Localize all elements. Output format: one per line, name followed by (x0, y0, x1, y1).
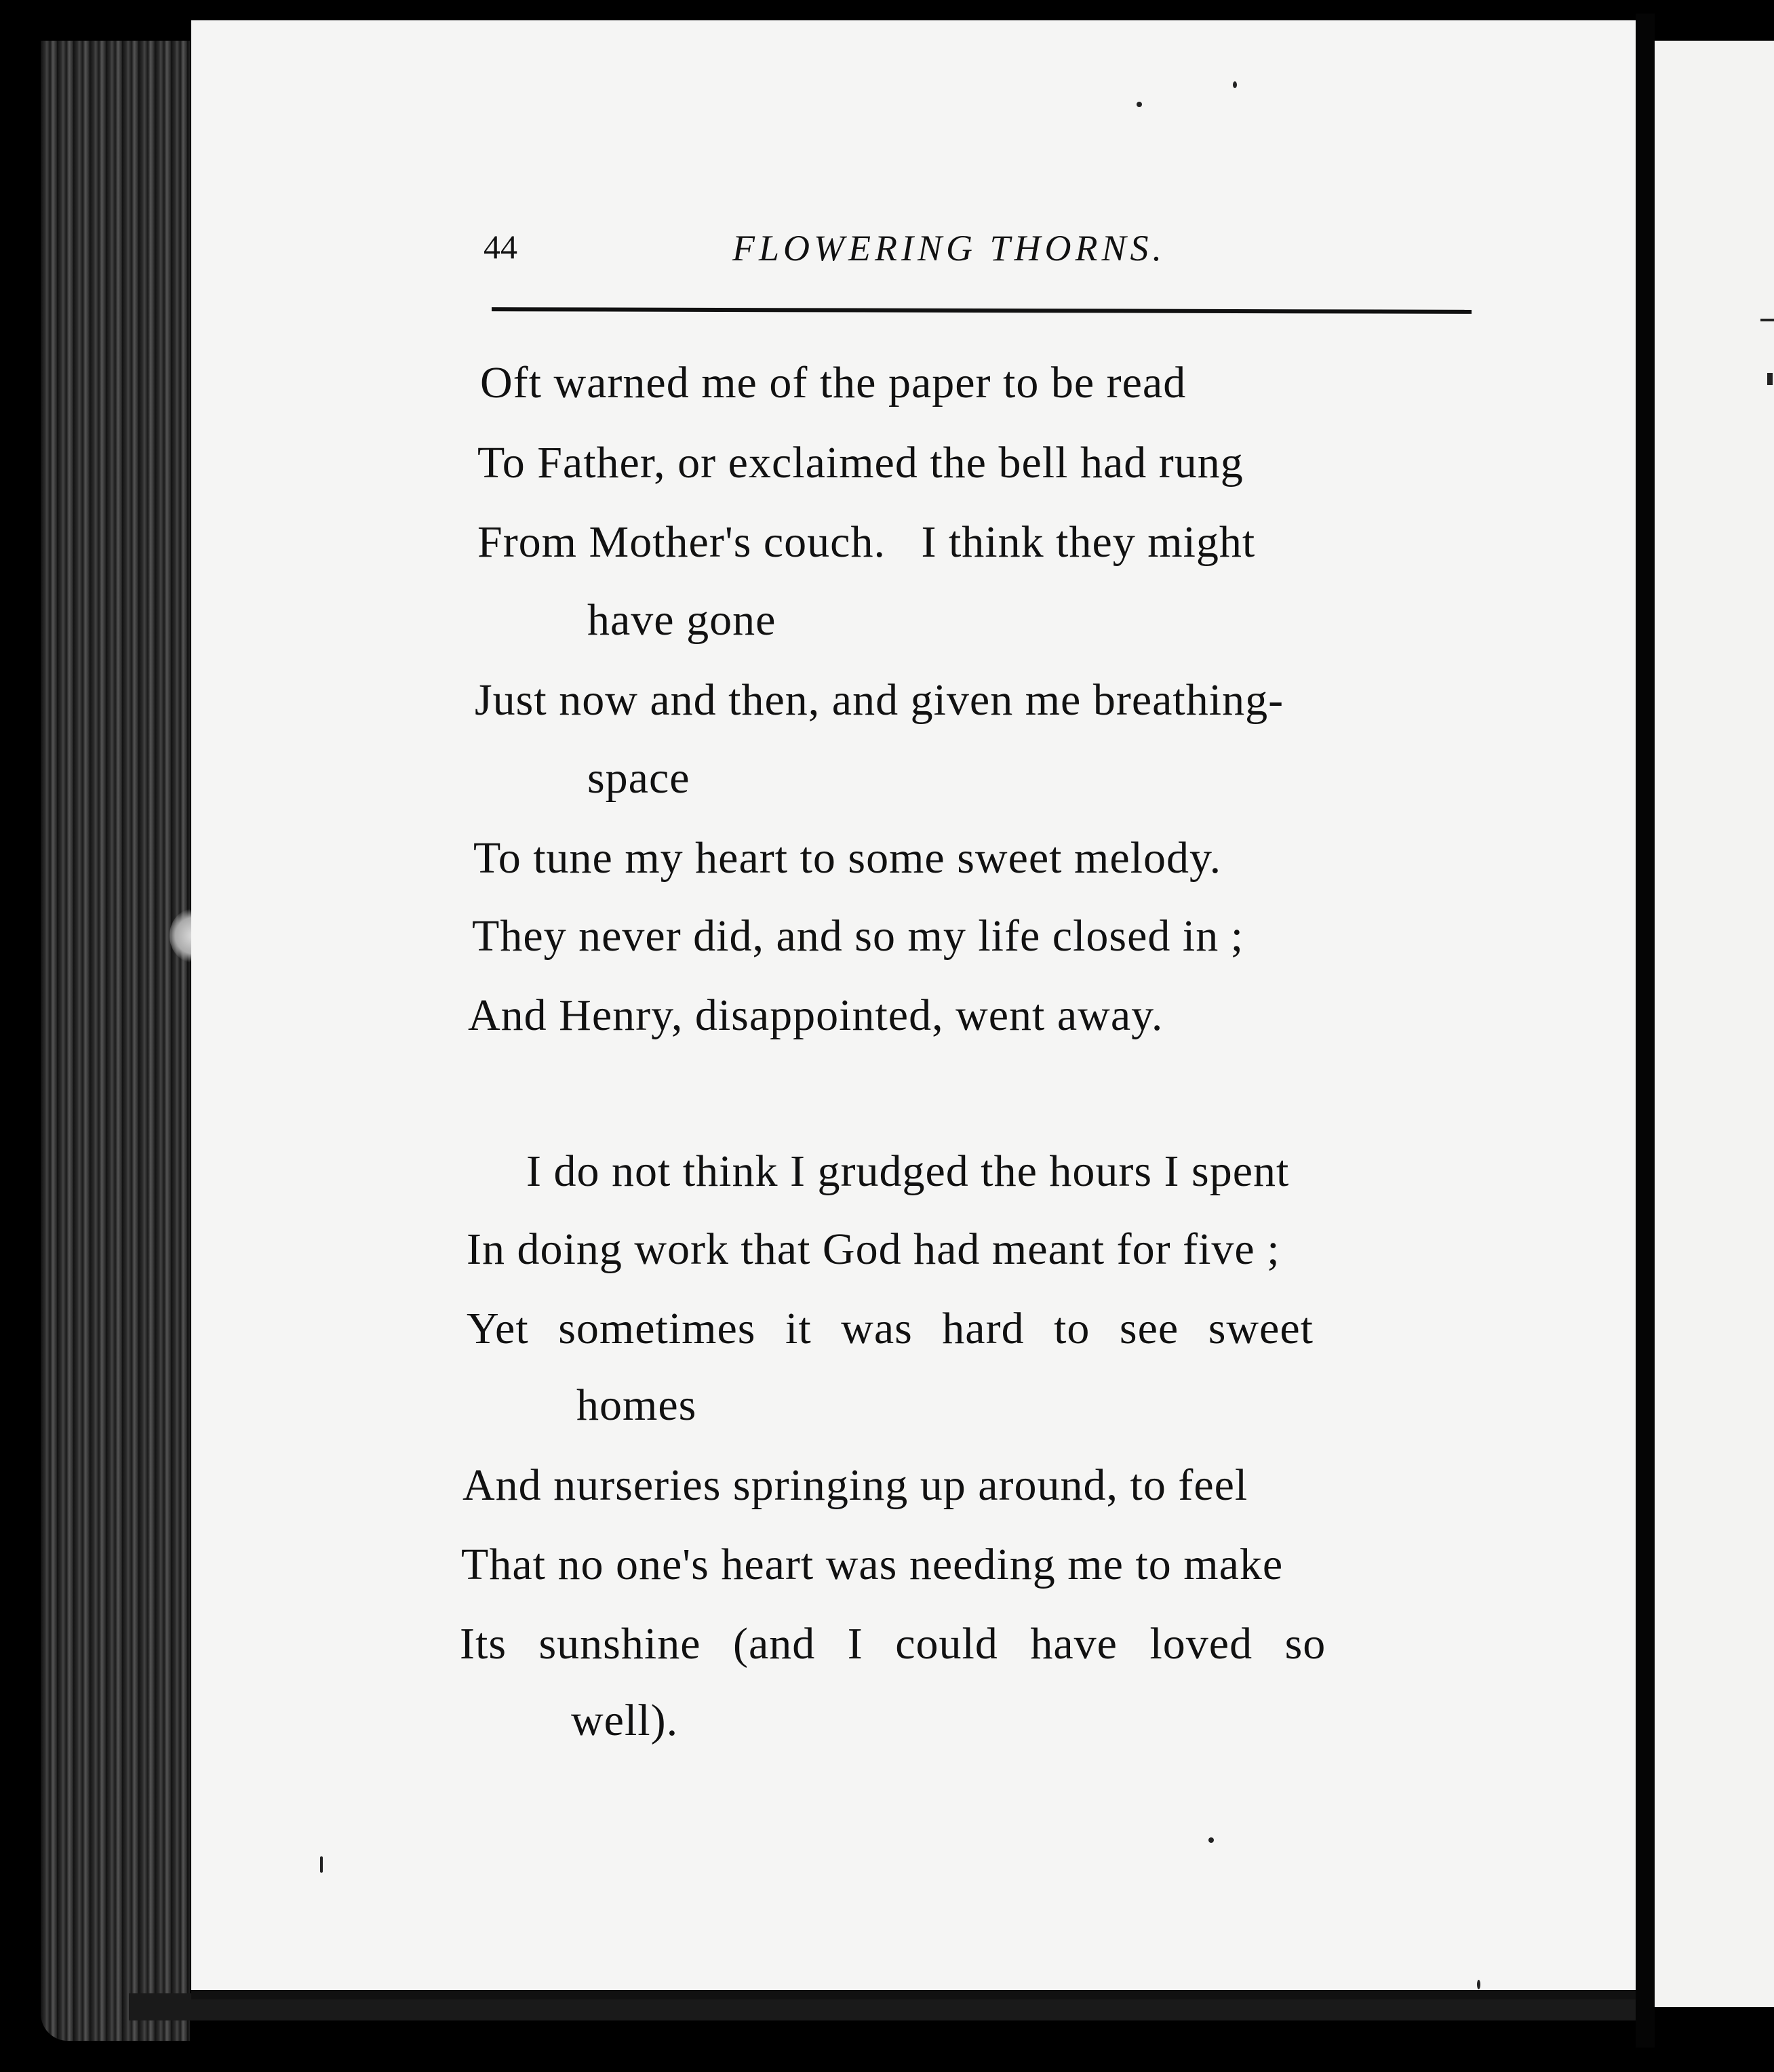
verse-line: Just now and then, and given me breathing- (475, 675, 1284, 725)
paper-speck (1477, 1980, 1480, 1989)
page-number: 44 (484, 228, 517, 266)
book-gutter (1636, 14, 1655, 2048)
verse-line: I do not think I grudged the hours I spent (526, 1147, 1290, 1196)
paper-speck (320, 1856, 323, 1873)
paper-speck (1208, 1837, 1214, 1843)
verse-line: Yet sometimes it was hard to see sweet (467, 1304, 1314, 1353)
paper-speck (1233, 81, 1237, 88)
verse-line-continuation: have gone (587, 595, 776, 645)
verse-line: To tune my heart to some sweet melody. (473, 833, 1222, 883)
verse-line: Oft warned me of the paper to be read (480, 358, 1187, 407)
verse-line: From Mother's couch. I think they might (477, 517, 1256, 567)
verse-line: They never did, and so my life closed in ; (472, 911, 1244, 961)
verse-line: In doing work that God had meant for five ; (467, 1224, 1280, 1274)
verse-line: That no one's heart was needing me to make (461, 1540, 1284, 1589)
facing-page-mark (1760, 319, 1774, 321)
facing-page-mark (1767, 373, 1773, 385)
paper-speck (1137, 102, 1142, 107)
verse-line-continuation: space (587, 753, 690, 803)
page-edges (41, 41, 190, 2041)
verse-line: To Father, or exclaimed the bell had rung (477, 438, 1244, 487)
verse-line: And Henry, disappointed, went away. (468, 991, 1164, 1040)
running-title: FLOWERING THORNS. (732, 228, 1166, 268)
running-head (0, 227, 1774, 281)
verse-line: Its sunshine (and I could have loved so (460, 1619, 1326, 1669)
verse-line-continuation: well). (571, 1696, 679, 1745)
verse-line-continuation: homes (576, 1380, 697, 1430)
verse-line: And nurseries springing up around, to feel (462, 1460, 1248, 1510)
facing-page (1655, 41, 1774, 2007)
